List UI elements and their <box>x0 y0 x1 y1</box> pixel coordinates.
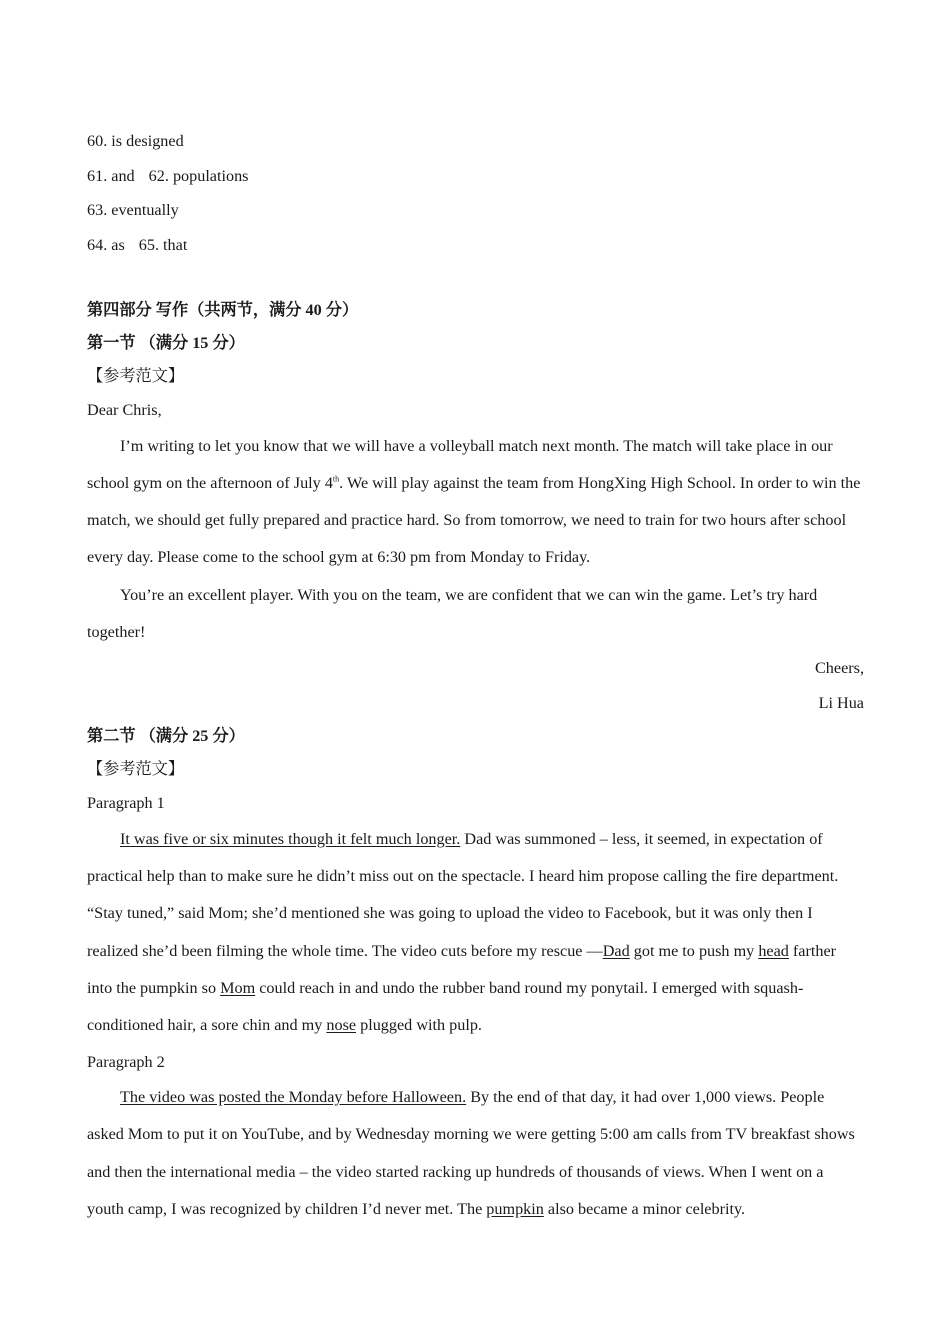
para2-text-1: By the end of that day, it had over 1,000 views. People asked Mom to put it on YouTube, and by Wednesday morning we were getting 5:00 am calls from TV breakfast shows and then the international media – the video started racking up hundreds of thousands of views. When I went on a youth camp, I was recognized by children I’d never met. The <box>87 1088 855 1218</box>
paragraph-1-label: Paragraph 1 <box>87 794 165 813</box>
story-paragraph-1 <box>87 821 864 1045</box>
letter-signature: Li Hua <box>818 693 864 712</box>
answer-63: 63. eventually <box>87 201 179 219</box>
para2-underlined-pumpkin: pumpkin <box>486 1199 544 1218</box>
para1-underlined-nose: nose <box>326 1016 357 1035</box>
letter-paragraph-2: You’re an excellent player. With you on the team, we are confident that we can win the game. Let’s try hard together! <box>87 585 818 641</box>
answer-65: 65. that <box>138 235 188 254</box>
answer-60: 60. is designed <box>87 132 184 150</box>
para1-underlined-dad: Dad <box>602 941 630 960</box>
para1-underlined-head: head <box>758 941 789 960</box>
section2-title: 第二节 （满分 25 分） <box>87 727 245 746</box>
answer-62: 62. populations <box>148 166 249 185</box>
para2-lead-sentence: The video was posted the Monday before Halloween. <box>120 1088 467 1107</box>
letter-p1-text-b: . We will play against the team from HongXing High School. In order to win the match, we should get fully prepared and practice hard. So from tomorrow, we need to train for two hours after school every day. Please come to the school gym at 6:30 pm from Monday to Friday. <box>87 473 861 567</box>
answer-64-65 <box>87 228 864 263</box>
para2-text-2: also became a minor celebrity. <box>543 1199 746 1218</box>
answer-64: 64. as <box>87 235 125 254</box>
answer-61-62 <box>87 159 864 194</box>
part4-title: 第四部分 写作（共两节，满分 40 分） <box>87 301 359 319</box>
letter-paragraph-1 <box>87 428 864 577</box>
letter-p1-text-a: I’m writing to let you know that we will have a volleyball match next month. The match will take place in our school gym on the afternoon of July 4 <box>87 436 833 492</box>
para1-lead-sentence: It was five or six minutes though it felt much longer. <box>120 829 461 848</box>
letter-p1-superscript: th <box>332 474 340 484</box>
section1-title: 第一节 （满分 15 分） <box>87 334 245 352</box>
document-page <box>87 124 864 1228</box>
letter-greeting: Dear Chris, <box>87 401 162 419</box>
para1-text-3: farther into the pumpkin so <box>87 941 837 997</box>
para1-text-1: Dad was summoned – less, it seemed, in expectation of practical help than to make sure he didn’t miss out on the spectacle. I heard him propose calling the fire department. “Stay tuned,” said Mom; she’d mentioned she was going to upload the video to Facebook, but it was only then I realized she’d been filming the whole time. The video cuts before my rescue — <box>87 829 839 960</box>
paragraph-2-label: Paragraph 2 <box>87 1052 165 1071</box>
para1-text-4: could reach in and undo the rubber band round my ponytail. I emerged with squash-conditioned hair, a sore chin and my <box>87 978 804 1035</box>
para1-text-5: plugged with pulp. <box>356 1016 482 1035</box>
para1-text-2: got me to push my <box>629 941 759 960</box>
story-paragraph-2 <box>87 1079 864 1228</box>
para1-underlined-mom: Mom <box>220 978 256 997</box>
section1-label: 【参考范文】 <box>87 367 185 385</box>
letter-closing: Cheers, <box>815 659 864 678</box>
answer-61: 61. and <box>87 166 135 185</box>
section2-label: 【参考范文】 <box>87 760 185 779</box>
